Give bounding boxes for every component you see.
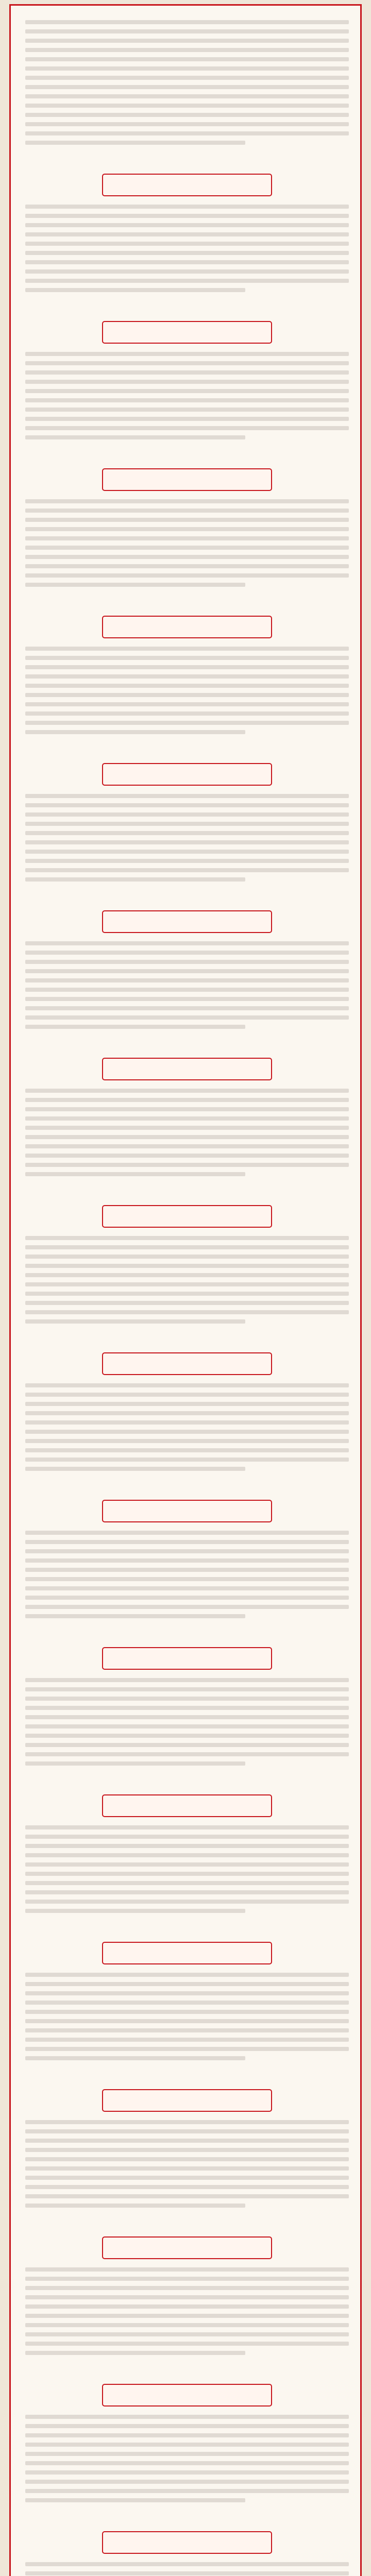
intro-line [25,113,349,117]
section-body-line [25,693,349,697]
section-body-line [25,398,349,402]
section-body-line [25,1448,349,1452]
intro-line [25,122,349,126]
section-body-line [25,1715,349,1719]
section-body-line [25,1144,349,1148]
intro-line [25,39,349,43]
section-body-line [25,1420,349,1425]
intro-line [25,66,349,71]
section-title-badge [102,468,272,491]
section-body-line [25,1982,349,1986]
section-body-line [25,1909,245,1913]
section-body-line [25,232,349,236]
section-body-line [25,1126,349,1130]
article-frame [9,4,362,2576]
section-body-line [25,656,349,660]
section-body-line [25,564,349,568]
section-body-line [25,1025,245,1029]
section-number [25,453,349,464]
section-body-line [25,1402,349,1406]
section-title-badge [102,1205,272,1228]
section-body-line [25,997,349,1001]
section-body-line [25,527,349,531]
section-body-line [25,408,349,412]
section-body-line [25,288,245,292]
section-body-line [25,1135,349,1139]
section-number [25,2221,349,2232]
section-body-line [25,1991,349,1995]
section-number [25,1042,349,1054]
section-body-line [25,2148,349,2152]
section-body-line [25,1586,349,1590]
section-body-line [25,2323,349,2327]
section-title-badge [102,1647,272,1670]
section-body-line [25,2314,349,2318]
section-body-line [25,1116,349,1121]
section-body-line [25,573,349,578]
article-section [25,600,349,734]
article-section [25,895,349,1029]
section-body-line [25,2194,349,2198]
section-body-line [25,1255,349,1259]
section-body-line [25,969,349,973]
section-body-line [25,1264,349,1268]
section-body-line [25,2176,349,2180]
section-body-line [25,1743,349,1747]
intro-line [25,20,349,24]
intro-line [25,57,349,61]
section-number [25,1779,349,1790]
section-body-line [25,1411,349,1415]
article-section [25,158,349,292]
intro-line [25,94,349,98]
section-body-line [25,1862,349,1867]
intro-line [25,48,349,52]
intro-line [25,104,349,108]
section-body-line [25,2489,349,2493]
section-body-line [25,518,349,522]
section-body-line [25,850,349,854]
section-body-line [25,2028,349,2032]
section-body-line [25,279,349,283]
section-body-line [25,859,349,863]
section-number [25,158,349,170]
section-body-line [25,2056,245,2060]
section-body-line [25,2461,349,2465]
section-body-line [25,2139,349,2143]
section-body-line [25,2166,349,2171]
section-body-line [25,2157,349,2161]
article-section [25,1632,349,1766]
section-title-badge [102,616,272,638]
section-body-line [25,2498,245,2502]
intro-line [25,85,349,89]
section-body-line [25,426,349,430]
section-body-line [25,1605,349,1609]
section-body-line [25,2038,349,2042]
section-body-line [25,499,349,503]
section-body-line [25,1900,349,1904]
section-body-line [25,1098,349,1102]
section-body-line [25,1458,349,1462]
section-body-line [25,812,349,817]
section-body-line [25,2277,349,2281]
section-number [25,2074,349,2085]
section-body-line [25,370,349,375]
section-body-line [25,205,349,209]
section-body-line [25,1383,349,1387]
section-body-line [25,1872,349,1876]
article-section [25,2221,349,2355]
section-body-line [25,536,349,540]
section-title-badge [102,2089,272,2112]
section-body-line [25,2342,349,2346]
section-body-line [25,1835,349,1839]
section-body-line [25,1273,349,1277]
section-body-line [25,665,349,669]
section-body-line [25,684,349,688]
intro-line [25,141,245,145]
section-body-line [25,951,349,955]
article-section [25,306,349,439]
section-title-badge [102,2236,272,2259]
article-section [25,1042,349,1176]
section-title-badge [102,321,272,344]
section-body-line [25,1006,349,1010]
section-body-line [25,2185,349,2189]
section-body-line [25,868,349,872]
section-title-badge [102,1352,272,1375]
section-body-line [25,1292,349,1296]
section-body-line [25,1761,245,1766]
section-body-line [25,978,349,982]
section-body-line [25,702,349,706]
section-body-line [25,214,349,218]
intro-line [25,131,349,135]
section-body-line [25,1154,349,1158]
article-section [25,1779,349,1913]
section-body-line [25,1706,349,1710]
section-body-line [25,2433,349,2437]
section-body-line [25,509,349,513]
section-title-badge [102,1942,272,1964]
section-body-line [25,2452,349,2456]
section-body-line [25,1236,349,1240]
section-number [25,1337,349,1348]
section-body-line [25,1724,349,1728]
section-body-line [25,877,245,882]
section-number [25,2516,349,2527]
section-body-line [25,831,349,835]
article-section [25,2074,349,2208]
section-body-line [25,380,349,384]
section-number [25,306,349,317]
section-body-line [25,1282,349,1286]
section-body-line [25,1973,349,1977]
section-body-line [25,1439,349,1443]
section-body-line [25,1881,349,1885]
section-body-line [25,1015,349,1020]
section-body-line [25,1697,349,1701]
section-body-line [25,988,349,992]
section-body-line [25,1596,349,1600]
section-number [25,895,349,906]
section-body-line [25,546,349,550]
section-body-line [25,251,349,255]
section-title-badge [102,763,272,786]
section-body-line [25,352,349,356]
section-body-line [25,2424,349,2428]
article-content [25,20,349,2576]
section-body-line [25,1734,349,1738]
section-number [25,600,349,612]
section-body-line [25,840,349,844]
section-body-line [25,674,349,679]
section-body-line [25,721,349,725]
section-body-line [25,2304,349,2309]
article-section [25,2516,349,2576]
section-title-badge [102,910,272,933]
section-body-line [25,242,349,246]
section-body-line [25,555,349,559]
section-body-line [25,730,245,734]
section-body-line [25,417,349,421]
section-body-line [25,2047,349,2051]
section-body-line [25,2562,349,2566]
article-section [25,1190,349,1324]
section-body-line [25,1853,349,1857]
section-body-line [25,1890,349,1894]
section-body-line [25,1825,349,1829]
section-body-line [25,1540,349,1544]
section-body-line [25,1089,349,1093]
section-body-line [25,2120,349,2124]
section-body-line [25,1301,349,1305]
section-body-line [25,2351,245,2355]
section-body-line [25,1245,349,1249]
section-number [25,1926,349,1938]
section-body-line [25,647,349,651]
section-number [25,1190,349,1201]
section-body-line [25,2295,349,2299]
section-body-line [25,822,349,826]
section-body-line [25,361,349,365]
section-body-line [25,2571,349,2575]
section-body-line [25,260,349,264]
section-body-line [25,1614,245,1618]
section-body-line [25,2001,349,2005]
section-body-line [25,2204,245,2208]
section-body-line [25,2019,349,2023]
article-section [25,2368,349,2502]
section-body-line [25,1549,349,1553]
section-body-line [25,2480,349,2484]
section-body-line [25,583,245,587]
section-body-line [25,269,349,274]
section-body-line [25,803,349,807]
section-body-line [25,1319,245,1324]
section-body-line [25,1844,349,1848]
section-number [25,1632,349,1643]
section-body-line [25,1430,349,1434]
section-body-line [25,2415,349,2419]
section-body-line [25,1678,349,1682]
section-body-line [25,794,349,798]
intro-line [25,29,349,33]
section-body-line [25,1558,349,1563]
section-body-line [25,2267,349,2272]
section-body-line [25,941,349,945]
section-title-badge [102,1794,272,1817]
section-title-badge [102,1500,272,1522]
section-body-line [25,1467,245,1471]
section-body-line [25,2010,349,2014]
section-body-line [25,389,349,393]
section-body-line [25,223,349,227]
article-section [25,748,349,882]
article-section [25,1484,349,1618]
section-title-badge [102,2531,272,2554]
article-section [25,1926,349,2060]
article-section [25,1337,349,1471]
section-body-line [25,711,349,716]
section-body-line [25,2443,349,2447]
section-body-line [25,1568,349,1572]
section-body-line [25,1393,349,1397]
section-number [25,2368,349,2380]
section-body-line [25,1163,349,1167]
section-body-line [25,1107,349,1111]
section-body-line [25,2470,349,2475]
section-title-badge [102,2384,272,2406]
section-title-badge [102,1058,272,1080]
section-body-line [25,435,245,439]
section-body-line [25,2332,349,2336]
section-body-line [25,1687,349,1691]
article-section [25,453,349,587]
section-title-badge [102,174,272,196]
section-body-line [25,1310,349,1314]
section-body-line [25,2129,349,2133]
section-number [25,1484,349,1496]
section-body-line [25,2286,349,2290]
intro-line [25,76,349,80]
section-number [25,748,349,759]
section-body-line [25,1172,245,1176]
section-body-line [25,960,349,964]
section-body-line [25,1752,349,1756]
section-body-line [25,1577,349,1581]
section-body-line [25,1531,349,1535]
